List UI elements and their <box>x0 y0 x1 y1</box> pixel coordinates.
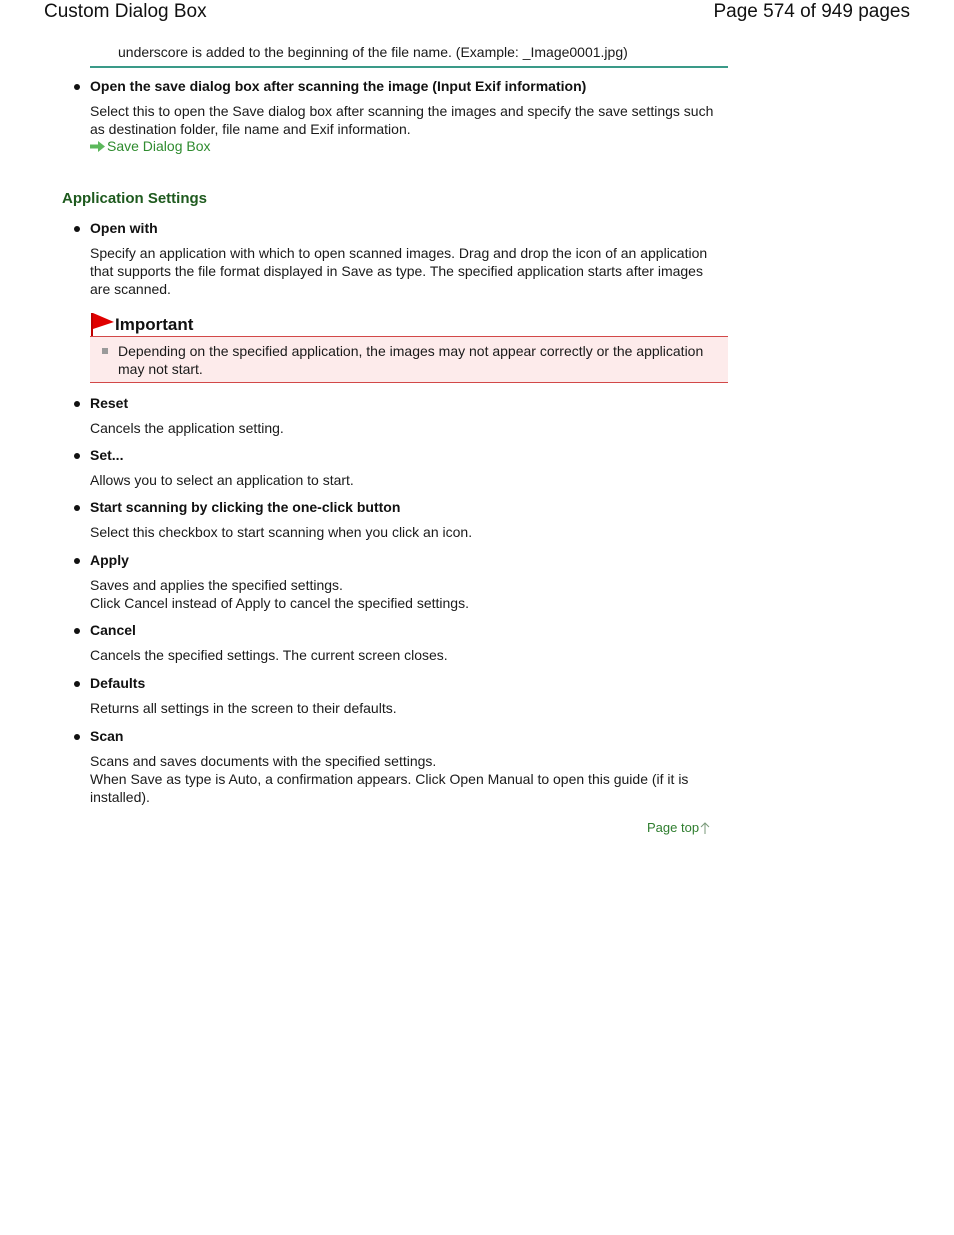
item-description: Allows you to select an application to start. <box>90 472 354 488</box>
item-title: Start scanning by clicking the one-click button <box>74 499 714 516</box>
important-text: Depending on the specified application, the images may not appear correctly or the application may not start. <box>118 343 704 377</box>
item-description: Select this checkbox to start scanning when you click an icon. <box>90 524 473 540</box>
section-heading-application-settings: Application Settings <box>62 190 208 207</box>
bullet-dot <box>74 226 80 232</box>
item-open-with <box>74 220 714 298</box>
square-bullet <box>102 348 108 354</box>
bullet-dot <box>74 84 80 90</box>
note-divider <box>90 66 728 68</box>
green-arrow-icon <box>90 141 105 152</box>
item-description: Saves and applies the specified settings. Click Cancel instead of Apply to cancel the specified settings. <box>90 577 469 611</box>
item-reset <box>74 395 714 437</box>
item-title: Apply <box>74 552 714 569</box>
item-title: Open with <box>74 220 714 237</box>
bullet-dot <box>74 453 80 459</box>
item-scan <box>74 728 714 806</box>
item-start-scanning-one-click <box>74 499 714 541</box>
item-description: Cancels the specified settings. The current screen closes. <box>90 647 448 663</box>
bullet-dot <box>74 505 80 511</box>
item-description: Select this to open the Save dialog box after scanning the images and specify the save settings such as destination folder, file name and Exif information. Save Dialog Box <box>90 103 714 154</box>
important-box <box>90 336 728 383</box>
up-arrow-icon <box>700 822 710 834</box>
item-defaults <box>74 675 714 717</box>
item-title: Set... <box>74 447 714 464</box>
item-description: Specify an application with which to open scanned images. Drag and drop the icon of an application that supports the file format displayed in Save as type. The specified application starts after images are scanned. <box>90 245 708 297</box>
red-flag-icon <box>90 312 115 336</box>
important-heading: Important <box>90 310 193 336</box>
item-title: Scan <box>74 728 714 745</box>
item-description: Cancels the application setting. <box>90 420 284 436</box>
item-title: Reset <box>74 395 714 412</box>
item-title: Cancel <box>74 622 714 639</box>
item-cancel <box>74 622 714 664</box>
bullet-dot <box>74 401 80 407</box>
bullet-dot <box>74 734 80 740</box>
page-counter: Page 574 of 949 pages <box>713 1 910 22</box>
save-dialog-box-link[interactable]: Save Dialog Box <box>90 138 211 155</box>
document-title: Custom Dialog Box <box>44 1 207 22</box>
item-apply <box>74 552 714 612</box>
item-open-save-dialog <box>74 78 714 156</box>
page-header <box>0 0 954 26</box>
bullet-dot <box>74 681 80 687</box>
item-set <box>74 447 714 489</box>
note-continuation: underscore is added to the beginning of the file name. (Example: _Image0001.jpg) <box>118 44 628 60</box>
item-title: Defaults <box>74 675 714 692</box>
bullet-dot <box>74 558 80 564</box>
page-top-link[interactable]: Page top <box>647 820 710 836</box>
item-description: Returns all settings in the screen to their defaults. <box>90 700 397 716</box>
bullet-dot <box>74 628 80 634</box>
item-title: Open the save dialog box after scanning the image (Input Exif information) <box>74 78 714 95</box>
item-description: Scans and saves documents with the specified settings. When Save as type is Auto, a confirmation appears. Click Open Manual to open this guide (if it is installed). <box>90 753 689 805</box>
